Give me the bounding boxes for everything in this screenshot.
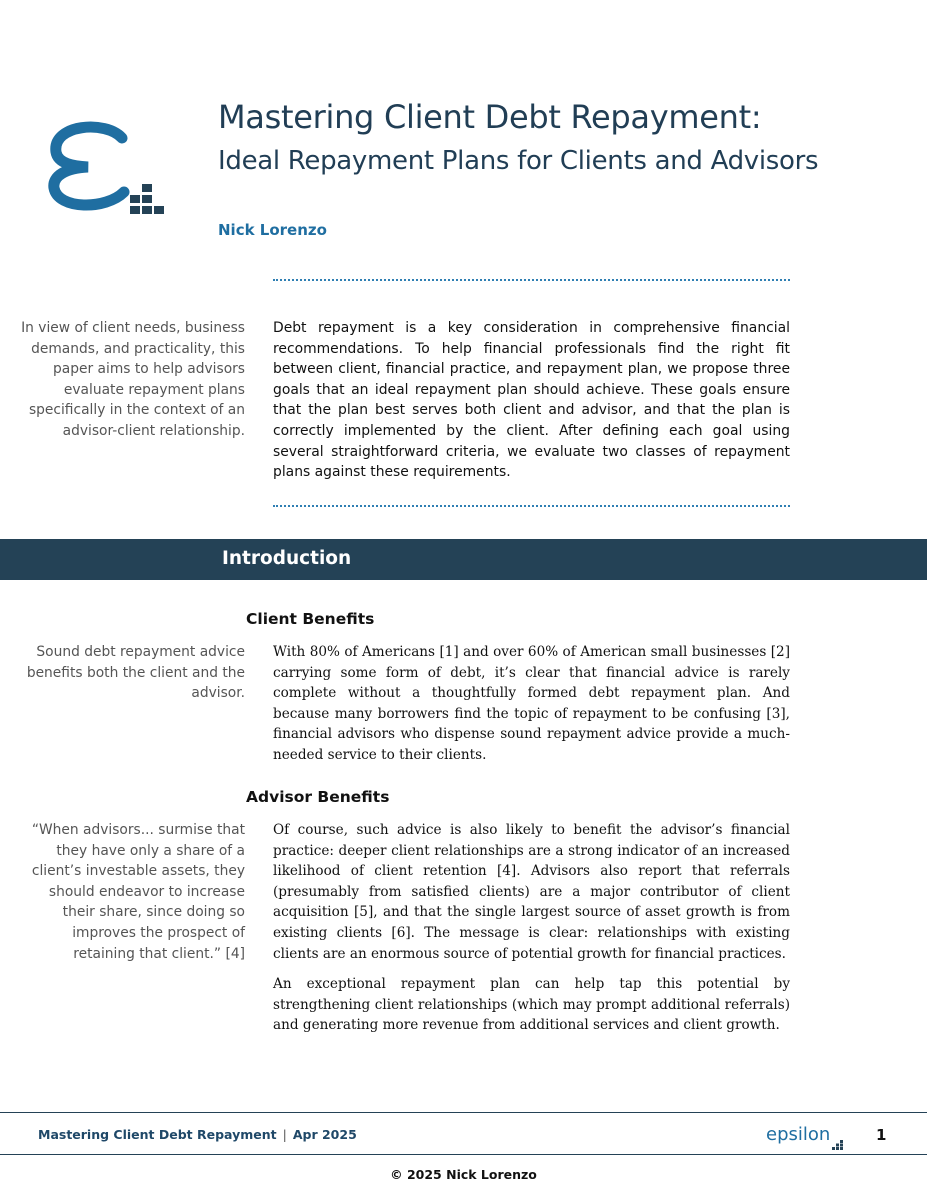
footer-rule-bottom	[0, 1154, 927, 1155]
footer-doc-info	[38, 1127, 357, 1142]
footer-date: Apr 2025	[292, 1127, 357, 1142]
epsilon-brand-blocks-icon	[832, 1135, 844, 1145]
advisor-benefits-paragraph-2: An exceptional repayment plan can help tap this potential by strengthening client relationships (which may prompt additional referrals) and generating more revenue from additional services and client growth.	[273, 976, 790, 1034]
footer-rule-top	[0, 1112, 927, 1113]
footer-separator: |	[282, 1127, 287, 1142]
dotted-divider-top	[273, 279, 790, 281]
client-benefits-heading: Client Benefits	[246, 610, 375, 628]
footer-doc-title: Mastering Client Debt Repayment	[38, 1127, 277, 1142]
paper-title: Mastering Client Debt Repayment:	[218, 98, 762, 136]
client-benefits-body	[273, 642, 790, 776]
paper-subtitle: Ideal Repayment Plans for Clients and Advisors	[218, 146, 819, 176]
section-header-bar	[0, 539, 927, 580]
advisor-benefits-heading: Advisor Benefits	[246, 788, 390, 806]
author-name: Nick Lorenzo	[218, 221, 327, 239]
abstract-sidenote: In view of client needs, business demands, and practicality, this paper aims to help advisors evaluate repayment plans specifically in the context of an advisor-client relationship.	[21, 320, 245, 439]
advisor-benefits-body	[273, 820, 790, 1046]
client-benefits-paragraph: With 80% of Americans [1] and over 60% of American small businesses [2] carrying some form of debt, it’s clear that financial advice is rarely complete without a thoughtfully formed debt repayment plan. And because many borrowers find the topic of repayment to be confusing [3], financial advisors who dispense sound repayment advice provide a much-needed service to their clients.	[273, 644, 790, 763]
dotted-divider-bottom	[273, 505, 790, 507]
advisor-benefits-paragraph-1: Of course, such advice is also likely to benefit the advisor’s financial practice: deeper client relationships are a strong indicator of an increased likelihood of client retention [4]. Advisors also report that referrals (presumably from satisfied clients) are a major contributor of client acquisition [5], and that the single largest source of asset growth is from existing clients [6]. The message is clear: relationships with existing clients are an enormous source of potential growth for financial practices.	[273, 822, 790, 962]
advisor-benefits-sidenote: “When advisors... surmise that they have only a share of a client’s investable assets, they should endeavor to increase their share, since doing so improves the prospect of retaining that client.” [4]	[31, 822, 245, 962]
client-benefits-sidenote: Sound debt repayment advice benefits both the client and the advisor.	[26, 644, 245, 702]
page-number: 1	[876, 1126, 887, 1144]
copyright-notice: © 2025 Nick Lorenzo	[390, 1167, 537, 1182]
section-title: Introduction	[222, 548, 352, 569]
abstract-text: Debt repayment is a key consideration in comprehensive financial recommendations. To help financial professionals find the right fit between client, financial practice, and repayment plan, we propose three goals that an ideal repayment plan should achieve. These goals ensure that the plan best serves both client and advisor, and that the plan is correctly implemented by the client. After defining each goal using several straightforward criteria, we evaluate two classes of repayment plans against these requirements.	[273, 320, 790, 481]
footer-brand-name: epsilon	[766, 1124, 831, 1145]
epsilon-logo-icon	[48, 118, 170, 218]
